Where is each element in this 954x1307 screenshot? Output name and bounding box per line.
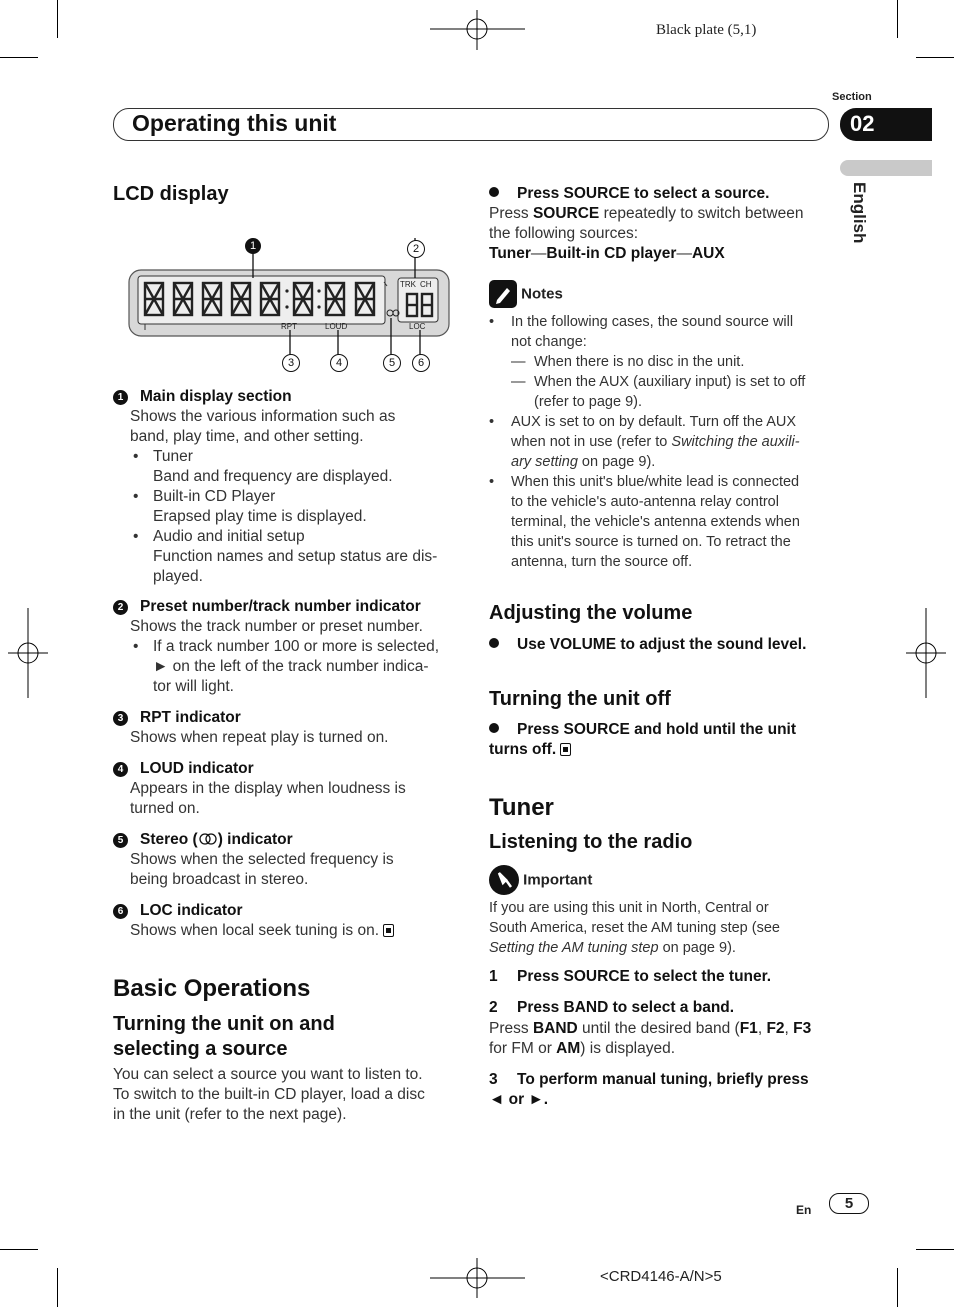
text-line: AUX is set to on by default. Turn off the AUX [511,414,797,430]
callout-3: 3 [282,354,300,372]
bullet-icon [489,187,499,197]
press-source-step [489,185,769,203]
language-label: English [850,182,869,244]
bullet-dot: • [133,488,139,505]
lcd-label-trk: TRK [400,280,416,289]
step-text: Press SOURCE to select a source. [517,185,770,202]
text-line: South America, reset the AM tuning step (see [489,920,780,936]
text-part: Press [489,1020,533,1037]
callout-4: 4 [330,354,348,372]
item-2-title: Preset number/track number indicator [140,598,421,615]
item-5-title-a: Stereo ( [140,831,198,848]
lcd-label-ch: CH [420,280,432,289]
text-line: When this unit's blue/white lead is connected [511,474,800,490]
bullet-dot: • [133,448,139,465]
text-line: terminal, the vehicle's antenna extends when [511,514,800,530]
note-1: • In the following cases, the sound source will not change: [489,312,805,352]
bullet-text: Function names and setup status are dis- [153,548,438,565]
item-5-heading [113,830,293,850]
text-line: to the vehicle's auto-antenna relay control [511,494,779,510]
text-part: AM [556,1040,581,1057]
item-1-bullet-2 [153,487,367,527]
note-2: • AUX is set to on by default. Turn off the AUX when not in use (refer to Switching the auxili- ary setting on page 9). [489,412,805,472]
note-1a: — When there is no disc in the unit. [489,352,805,372]
text-part: when not in use (refer to [511,434,672,450]
registration-mark-bottom [430,1258,525,1298]
text-line: If you are using this unit in North, Central or [489,900,769,916]
text-line: When there is no disc in the unit. [534,354,745,370]
item-5-number: 5 [113,833,128,848]
section-label: Section [832,91,872,103]
item-5-text [130,850,394,890]
important-text [489,898,780,958]
step-text: To perform manual tuning, briefly press [517,1071,809,1088]
step-2 [489,999,734,1017]
lcd-label-loc: LOC [409,322,426,331]
item-1-bullet-1 [153,447,393,487]
note-3: • When this unit's blue/white lead is connected to the vehicle's auto-antenna relay control terminal, the vehicle's antenna extends when this unit's source is turned on. To retract the antenna, turn the source off. [489,472,805,572]
page-number: 5 [829,1193,869,1214]
item-5-title-b: ) indicator [217,831,293,848]
step-3 [489,1070,809,1110]
press-source-text [489,204,803,264]
text-part: F2 [766,1020,785,1037]
item-3-heading [113,708,241,728]
callout-2: 2 [407,240,425,258]
step-text: Use VOLUME to adjust the sound level. [517,636,807,653]
text-line: When the AUX (auxiliary input) is set to off [534,374,806,390]
text-line: in the unit (refer to the next page). [113,1106,347,1123]
text-line: being broadcast in stereo. [130,871,309,888]
registration-mark-left [8,608,48,698]
text-part: , [784,1020,794,1037]
callout-6: 6 [412,354,430,372]
item-4-number: 4 [113,762,128,777]
text-part: Setting the AM tuning step [489,940,659,956]
item-4-heading [113,759,254,779]
text-part: repeatedly to switch between [599,205,804,222]
page-title: Operating this unit [132,110,337,136]
item-6-heading [113,901,242,921]
step-number: 3 [489,1071,498,1088]
basic-operations-heading: Basic Operations [113,975,311,1002]
text-part: until the desired band ( [577,1020,740,1037]
text-line: the following sources: [489,225,639,242]
important-icon [489,865,519,895]
item-1-title: Main display section [140,388,292,405]
bullet-dot: • [133,638,139,655]
text-line: Shows when local seek tuning is on. [130,922,380,939]
item-1-text [130,407,395,447]
step-text: Press SOURCE and hold until the unit [517,721,797,738]
item-6-title: LOC indicator [140,902,243,919]
item-2-bullet-1 [153,637,439,697]
text-part: ary setting [511,454,578,470]
bullet-head: Audio and initial setup [153,528,305,545]
text-part: on page 9). [577,454,656,470]
text-line: this unit's source is turned on. To retract the [511,534,791,550]
basic-text [113,1065,425,1125]
lcd-label-rpt: RPT [281,322,297,331]
text-part: ) is displayed. [580,1040,676,1057]
footer-lang: En [796,1203,812,1217]
bullet-text: played. [153,568,203,585]
text-line: not change: [511,334,587,350]
text-line: To switch to the built-in CD player, load a disc [113,1086,425,1103]
notes-list [489,312,805,572]
important-title: Important [523,871,593,889]
item-1-heading [113,387,292,407]
text-line: antenna, turn the source off. [511,554,693,570]
end-mark-icon [383,924,394,937]
bullet-icon [489,723,499,733]
registration-mark-right [906,608,946,698]
text-part: for FM or [489,1040,557,1057]
item-3-number: 3 [113,711,128,726]
item-4-title: LOUD indicator [140,760,254,777]
section-number [840,108,932,141]
heading-line: selecting a source [113,1038,288,1060]
radio-heading: Listening to the radio [489,831,693,853]
text-part: Switching the auxili- [671,434,800,450]
text-part: SOURCE [532,205,600,222]
step-text: Press BAND to select a band. [517,999,735,1016]
callout-5: 5 [383,354,401,372]
callout-1: 1 [245,238,261,254]
plate-label: Black plate (5,1) [656,22,757,38]
source-sep: — [676,245,692,262]
bullet-head: Tuner [153,448,193,465]
registration-mark-top [430,10,525,50]
text-part: Press [489,205,533,222]
text-line: Appears in the display when loudness is [130,780,406,797]
bullet-text: Erapsed play time is displayed. [153,508,367,525]
item-1-bullet-3 [153,527,437,587]
text-line: band, play time, and other setting. [130,428,364,445]
tuner-heading: Tuner [489,794,554,821]
band-text [489,1019,811,1059]
footer-code: <CRD4146-A/N>5 [600,1268,722,1285]
item-4-text [130,779,406,819]
text-part: on page 9). [658,940,736,956]
source-cd: Built-in CD player [546,245,677,262]
text-line: You can select a source you want to listen to. [113,1066,423,1083]
text-part: F1 [739,1020,758,1037]
bullet-text: tor will light. [153,678,234,695]
notes-title: Notes [521,285,563,303]
volume-step [489,636,806,654]
text-part: F3 [793,1020,812,1037]
volume-heading: Adjusting the volume [489,602,693,624]
item-1-number: 1 [113,390,128,405]
text-line: turned on. [130,800,200,817]
text-part: , [757,1020,767,1037]
language-tab [840,160,932,176]
item-6-text [130,921,394,941]
text-part: BAND [532,1020,578,1037]
end-mark-icon [560,743,571,756]
step-1 [489,968,771,986]
item-6-number: 6 [113,904,128,919]
page-title-bar [113,108,829,141]
item-3-title: RPT indicator [140,709,241,726]
bullet-head: Built-in CD Player [153,488,276,505]
lcd-label-loud: LOUD [325,322,348,331]
pencil-icon [489,280,517,308]
step-number: 1 [489,968,498,985]
heading-line: Turning the unit on and [113,1013,335,1035]
bullet-text: Band and frequency are displayed. [153,468,393,485]
item-2-text: Shows the track number or preset number. [130,618,423,635]
text-line: Shows the various information such as [130,408,396,425]
step-text: turns off. [489,741,557,758]
source-aux: AUX [691,245,725,262]
text-line: (refer to page 9). [534,394,642,410]
source-sep: — [530,245,547,262]
bullet-icon [489,638,499,648]
bullet-text: ► on the left of the track number indica- [153,658,429,675]
step-number: 2 [489,999,498,1016]
turn-off-heading: Turning the unit off [489,688,671,710]
lcd-heading: LCD display [113,183,229,205]
bullet-dot: • [133,528,139,545]
important-header [489,865,592,895]
step-text: Press SOURCE to select the tuner. [517,968,772,985]
item-2-number: 2 [113,600,128,615]
text-line: In the following cases, the sound source will [511,314,794,330]
bullet-head: If a track number 100 or more is selected, [153,638,440,655]
note-1b: — When the AUX (auxiliary input) is set to off (refer to page 9). [511,374,806,410]
section-number-text: 02 [850,111,875,136]
source-tuner: Tuner [489,245,531,262]
lcd-figure [128,238,458,378]
stereo-icon [198,833,218,845]
item-3-text: Shows when repeat play is turned on. [130,729,389,746]
item-2-heading [113,597,421,617]
text-line: Shows when the selected frequency is [130,851,394,868]
notes-header [489,280,563,308]
turn-off-step [489,720,796,760]
step-text: ◄ or ►. [489,1091,549,1108]
turning-on-heading [113,1012,335,1062]
